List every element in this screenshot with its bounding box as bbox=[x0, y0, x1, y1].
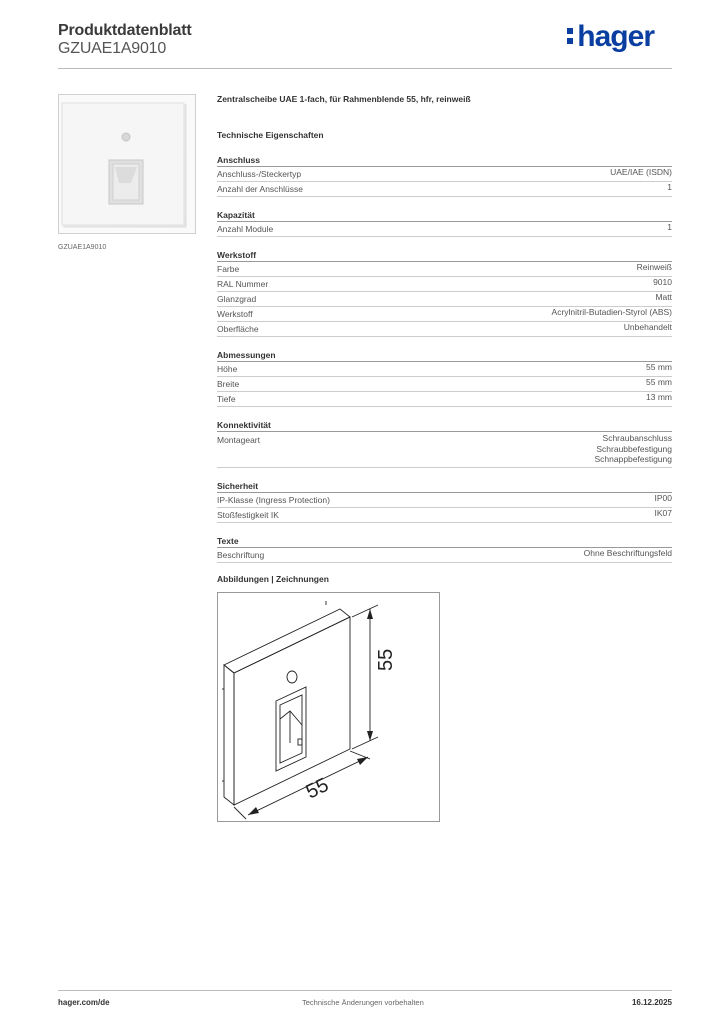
spec-row bbox=[217, 222, 672, 237]
spec-value bbox=[637, 262, 672, 276]
spec-label: Farbe bbox=[217, 264, 240, 274]
spec-row bbox=[217, 493, 672, 508]
document-subtitle: GZUAE1A9010 bbox=[58, 40, 167, 57]
spec-group bbox=[217, 535, 672, 563]
document-title: Produktdatenblatt bbox=[58, 22, 192, 39]
spec-group-title: Texte bbox=[217, 535, 672, 548]
spec-value-line: Reinweiß bbox=[636, 262, 672, 272]
isometric-drawing-icon bbox=[218, 593, 439, 821]
spec-value bbox=[655, 292, 672, 306]
spec-group bbox=[217, 209, 672, 237]
spec-label: Anschluss-/Steckertyp bbox=[217, 169, 302, 179]
spec-row bbox=[217, 262, 672, 277]
spec-label: Werkstoff bbox=[217, 309, 253, 319]
spec-row bbox=[217, 548, 672, 563]
dimension-height-label: 55 bbox=[375, 648, 397, 671]
spec-value-line: 1 bbox=[667, 182, 672, 192]
spec-value-line: Ohne Beschriftungsfeld bbox=[583, 547, 672, 558]
dimension-width-label: 55 bbox=[302, 773, 333, 804]
spec-value-line: 13 mm bbox=[646, 392, 672, 402]
spec-group bbox=[217, 480, 672, 523]
spec-value bbox=[584, 548, 672, 562]
spec-label: RAL Nummer bbox=[217, 279, 269, 289]
spec-value-line: Acrylnitril-Butadien-Styrol (ABS) bbox=[551, 307, 672, 317]
spec-value bbox=[646, 362, 672, 376]
spec-value bbox=[667, 182, 672, 196]
spec-row bbox=[217, 167, 672, 182]
spec-value bbox=[624, 322, 672, 336]
spec-row bbox=[217, 432, 672, 468]
spec-value-line: IP00 bbox=[654, 492, 672, 503]
spec-row bbox=[217, 307, 672, 322]
spec-value bbox=[610, 167, 672, 181]
spec-row bbox=[217, 292, 672, 307]
spec-value-line: 9010 bbox=[653, 277, 672, 287]
spec-value-line: Schraubanschluss bbox=[602, 433, 672, 443]
spec-group-title: Kapazität bbox=[217, 209, 672, 222]
spec-value-line: Unbehandelt bbox=[623, 322, 672, 332]
spec-value bbox=[552, 307, 672, 321]
footer-date: 16.12.2025 bbox=[631, 998, 672, 1007]
spec-value-line: Schraubbefestigung bbox=[596, 443, 672, 454]
footer-divider bbox=[58, 990, 672, 991]
footer-notice: Technische Änderungen vorbehalten bbox=[302, 998, 424, 1007]
spec-value bbox=[655, 508, 673, 522]
technical-drawing bbox=[217, 592, 440, 822]
spec-value bbox=[667, 222, 672, 236]
spec-value bbox=[655, 493, 673, 507]
image-caption: GZUAE1A9010 bbox=[58, 244, 107, 251]
spec-label: Anzahl Module bbox=[217, 224, 274, 234]
spec-section bbox=[217, 94, 672, 575]
spec-label: Tiefe bbox=[217, 394, 236, 404]
tech-properties-title: Technische Eigenschaften bbox=[217, 130, 324, 140]
spec-group bbox=[217, 154, 672, 197]
spec-label: Anzahl der Anschlüsse bbox=[217, 184, 303, 194]
hager-logo bbox=[567, 20, 654, 54]
spec-value-line: 1 bbox=[667, 222, 672, 232]
product-image bbox=[58, 94, 196, 234]
spec-value-line: Matt bbox=[655, 292, 672, 302]
drawings-title: Abbildungen | Zeichnungen bbox=[217, 574, 329, 584]
spec-label: Höhe bbox=[217, 364, 238, 374]
spec-row bbox=[217, 508, 672, 523]
spec-row bbox=[217, 322, 672, 337]
spec-label: Montageart bbox=[217, 435, 260, 445]
spec-value-line: 55 mm bbox=[646, 362, 672, 372]
spec-value-line: 55 mm bbox=[646, 377, 672, 387]
spec-value-line: UAE/IAE (ISDN) bbox=[610, 167, 672, 177]
spec-value bbox=[594, 433, 672, 465]
spec-value bbox=[653, 277, 672, 291]
header-divider bbox=[58, 68, 672, 69]
spec-group-title: Anschluss bbox=[217, 154, 672, 167]
spec-label: IP-Klasse (Ingress Protection) bbox=[217, 494, 330, 505]
spec-row bbox=[217, 277, 672, 292]
spec-group bbox=[217, 419, 672, 468]
spec-group-title: Werkstoff bbox=[217, 249, 672, 262]
spec-value-line: Schnappbefestigung bbox=[594, 454, 672, 465]
spec-group-title: Sicherheit bbox=[217, 480, 672, 493]
spec-group-title: Abmessungen bbox=[217, 349, 672, 362]
spec-row bbox=[217, 362, 672, 377]
spec-value-line: IK07 bbox=[654, 507, 672, 518]
product-photo-icon bbox=[59, 95, 195, 233]
spec-label: Oberfläche bbox=[217, 324, 259, 334]
spec-group-title: Konnektivität bbox=[217, 419, 672, 432]
logo-dots-icon bbox=[567, 24, 575, 46]
spec-label: Breite bbox=[217, 379, 240, 389]
spec-value bbox=[646, 377, 672, 391]
spec-groups bbox=[217, 154, 672, 563]
spec-group bbox=[217, 249, 672, 337]
product-description: Zentralscheibe UAE 1-fach, für Rahmenblende 55, hfr, reinweiß bbox=[217, 94, 471, 104]
spec-value bbox=[646, 392, 672, 406]
spec-label: Stoßfestigkeit IK bbox=[217, 509, 279, 520]
footer-website[interactable]: hager.com/de bbox=[58, 998, 110, 1007]
spec-label: Beschriftung bbox=[217, 549, 265, 560]
spec-label: Glanzgrad bbox=[217, 294, 257, 304]
spec-group bbox=[217, 349, 672, 407]
logo-text: hager bbox=[577, 20, 654, 53]
spec-row bbox=[217, 182, 672, 197]
spec-row bbox=[217, 392, 672, 407]
spec-row bbox=[217, 377, 672, 392]
page-header bbox=[58, 20, 672, 70]
